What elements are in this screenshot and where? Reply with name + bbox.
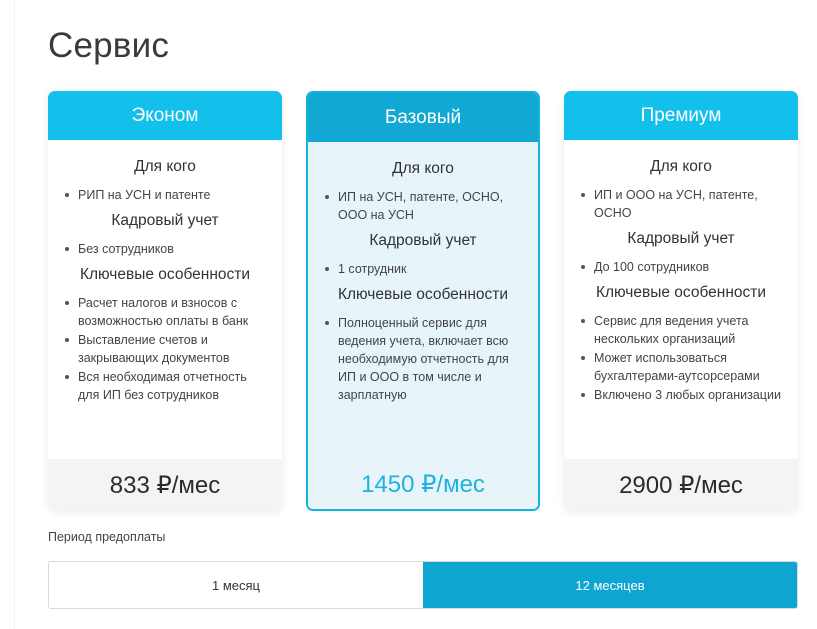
- plan-body: [48, 140, 282, 404]
- feature-list: [578, 312, 784, 404]
- list-item: Может использоваться бухгалтерами-аутсорсерами: [578, 349, 784, 385]
- plan-name: Эконом: [131, 104, 199, 126]
- plan-card-ekonom[interactable]: [48, 91, 282, 511]
- feature-list: [322, 260, 524, 278]
- list-item: Полноценный сервис для ведения учета, включает всю необходимую отчетность для ИП и ООО в том числе и зарплатную: [322, 314, 524, 404]
- plan-price: 833 ₽/мес: [48, 459, 282, 511]
- prepayment-period-toggle: [48, 561, 798, 609]
- plan-price: 2900 ₽/мес: [564, 459, 798, 511]
- plan-name: Базовый: [384, 106, 462, 128]
- period-option-1-month[interactable]: 1 месяц: [49, 562, 423, 608]
- list-item: До 100 сотрудников: [578, 258, 784, 276]
- section-title: Ключевые особенности: [595, 284, 767, 301]
- list-item: ИП на УСН, патенте, ОСНО, ООО на УСН: [322, 188, 524, 224]
- section-title: Ключевые особенности: [337, 286, 509, 303]
- section-title: Кадровый учет: [111, 212, 219, 229]
- feature-list: [62, 294, 268, 404]
- section-title: Для кого: [650, 158, 712, 175]
- section-title: Ключевые особенности: [79, 266, 251, 283]
- feature-list: [578, 186, 784, 222]
- list-item: Вся необходимая отчетность для ИП без сотрудников: [62, 368, 268, 404]
- section-title: Для кого: [134, 158, 196, 175]
- plan-card-premium[interactable]: [564, 91, 798, 511]
- list-item: Сервис для ведения учета нескольких организаций: [578, 312, 784, 348]
- list-item: ИП и ООО на УСН, патенте, ОСНО: [578, 186, 784, 222]
- feature-list: [578, 258, 784, 276]
- list-item: Без сотрудников: [62, 240, 268, 258]
- list-item: 1 сотрудник: [322, 260, 524, 278]
- plans-grid: [48, 91, 798, 511]
- feature-list: [322, 314, 524, 404]
- feature-list: [62, 186, 268, 204]
- feature-list: [62, 240, 268, 258]
- section-title: Для кого: [392, 160, 454, 177]
- list-item: Выставление счетов и закрывающих документов: [62, 331, 268, 367]
- plan-body: [308, 142, 538, 404]
- page-title: Сервис: [48, 26, 170, 65]
- plan-price: 1450 ₽/мес: [308, 459, 538, 509]
- plan-body: [564, 140, 798, 404]
- feature-list: [322, 188, 524, 224]
- list-item: Расчет налогов и взносов с возможностью оплаты в банк: [62, 294, 268, 330]
- plan-card-bazovyi[interactable]: [306, 91, 540, 511]
- plan-header: [48, 91, 282, 140]
- period-option-12-months[interactable]: 12 месяцев: [423, 562, 797, 608]
- list-item: Включено 3 любых организации: [578, 386, 784, 404]
- page-divider: [14, 0, 15, 629]
- list-item: РИП на УСН и патенте: [62, 186, 268, 204]
- section-title: Кадровый учет: [369, 232, 477, 249]
- plan-header: [564, 91, 798, 140]
- plan-header: [308, 93, 538, 142]
- plan-name: Премиум: [640, 104, 722, 126]
- prepayment-period-label: Период предоплаты: [48, 530, 166, 544]
- section-title: Кадровый учет: [627, 230, 735, 247]
